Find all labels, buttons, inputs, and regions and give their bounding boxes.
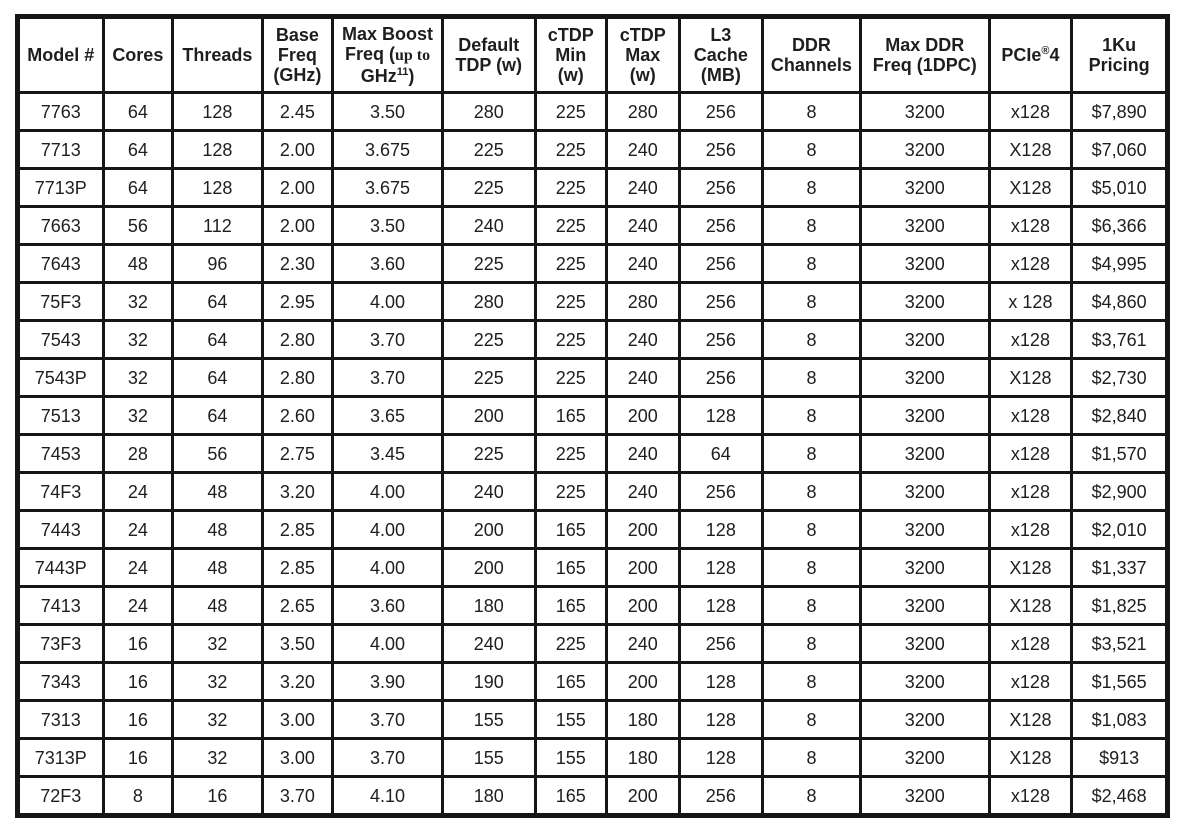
cell-threads: 64 [173,397,263,435]
cell-ctdp_max: 200 [607,549,680,587]
cell-pricing: $913 [1072,739,1168,777]
cell-base_freq: 3.20 [262,473,332,511]
cell-pricing: $1,570 [1072,435,1168,473]
cell-pricing: $2,730 [1072,359,1168,397]
cell-default_tdp: 240 [442,473,535,511]
cell-ctdp_max: 200 [607,587,680,625]
cell-model: 7543P [18,359,104,397]
column-header-model: Model # [18,17,104,93]
cell-max_ddr_freq: 3200 [860,625,989,663]
column-header-ctdp_max: cTDP Max (w) [607,17,680,93]
cell-ddr_channels: 8 [763,93,861,131]
cell-pricing: $2,840 [1072,397,1168,435]
cell-model: 7713 [18,131,104,169]
cell-ctdp_max: 200 [607,511,680,549]
cell-model: 7443P [18,549,104,587]
cell-threads: 32 [173,663,263,701]
cell-ctdp_min: 225 [535,131,606,169]
cell-max_boost: 4.00 [333,473,443,511]
cell-ctdp_max: 180 [607,739,680,777]
cell-default_tdp: 180 [442,777,535,816]
cell-ddr_channels: 8 [763,397,861,435]
cell-pricing: $1,825 [1072,587,1168,625]
cell-default_tdp: 240 [442,207,535,245]
cell-ctdp_max: 240 [607,321,680,359]
cell-ddr_channels: 8 [763,663,861,701]
cell-base_freq: 2.00 [262,169,332,207]
cell-max_boost: 3.90 [333,663,443,701]
cell-max_ddr_freq: 3200 [860,739,989,777]
cell-l3_cache: 256 [679,625,763,663]
cell-l3_cache: 256 [679,283,763,321]
cell-threads: 48 [173,511,263,549]
cell-ctdp_max: 200 [607,663,680,701]
cell-pcie: X128 [989,701,1072,739]
cell-max_boost: 4.00 [333,511,443,549]
cell-pcie: x128 [989,93,1072,131]
cell-base_freq: 2.00 [262,131,332,169]
cell-pcie: x128 [989,625,1072,663]
cell-pricing: $3,521 [1072,625,1168,663]
cell-max_ddr_freq: 3200 [860,283,989,321]
cell-l3_cache: 128 [679,397,763,435]
cell-model: 7313P [18,739,104,777]
cell-max_boost: 4.00 [333,625,443,663]
cell-ddr_channels: 8 [763,549,861,587]
table-row [18,587,1168,625]
cell-ctdp_min: 225 [535,473,606,511]
cell-pcie: X128 [989,169,1072,207]
cell-l3_cache: 128 [679,511,763,549]
cell-cores: 24 [103,511,172,549]
cell-pricing: $6,366 [1072,207,1168,245]
cell-ddr_channels: 8 [763,321,861,359]
cell-pcie: x128 [989,663,1072,701]
table-row [18,701,1168,739]
cell-pcie: X128 [989,131,1072,169]
cell-max_boost: 3.60 [333,587,443,625]
cell-ctdp_min: 225 [535,435,606,473]
cell-l3_cache: 256 [679,207,763,245]
cell-default_tdp: 200 [442,549,535,587]
cell-max_ddr_freq: 3200 [860,93,989,131]
cell-pricing: $1,565 [1072,663,1168,701]
cell-base_freq: 2.75 [262,435,332,473]
cell-threads: 32 [173,739,263,777]
cell-ddr_channels: 8 [763,625,861,663]
cell-max_ddr_freq: 3200 [860,435,989,473]
column-header-ddr_channels: DDR Channels [763,17,861,93]
cell-default_tdp: 225 [442,435,535,473]
cell-ddr_channels: 8 [763,739,861,777]
cell-l3_cache: 256 [679,777,763,816]
cell-pricing: $2,468 [1072,777,1168,816]
cell-ctdp_max: 240 [607,473,680,511]
table-row [18,245,1168,283]
cell-threads: 128 [173,131,263,169]
cell-pricing: $4,860 [1072,283,1168,321]
cell-l3_cache: 128 [679,549,763,587]
cell-pricing: $1,337 [1072,549,1168,587]
cell-max_ddr_freq: 3200 [860,245,989,283]
table-row [18,549,1168,587]
table-row [18,473,1168,511]
table-row [18,777,1168,816]
cell-l3_cache: 128 [679,587,763,625]
cell-max_ddr_freq: 3200 [860,359,989,397]
cell-max_boost: 3.675 [333,169,443,207]
column-header-pricing: 1Ku Pricing [1072,17,1168,93]
cell-ctdp_min: 225 [535,169,606,207]
cell-ctdp_max: 240 [607,169,680,207]
cell-l3_cache: 256 [679,359,763,397]
cell-pcie: x128 [989,473,1072,511]
cell-pcie: X128 [989,549,1072,587]
cell-cores: 24 [103,549,172,587]
column-header-max_boost: Max Boost Freq (up to GHz$^{11}$) [333,17,443,93]
cell-threads: 96 [173,245,263,283]
cell-threads: 64 [173,359,263,397]
cell-cores: 32 [103,359,172,397]
cell-cores: 56 [103,207,172,245]
cell-ctdp_max: 200 [607,777,680,816]
cell-threads: 64 [173,283,263,321]
cell-pcie: x128 [989,435,1072,473]
cell-l3_cache: 128 [679,663,763,701]
cell-base_freq: 2.60 [262,397,332,435]
cell-default_tdp: 155 [442,739,535,777]
cell-ctdp_min: 225 [535,207,606,245]
cell-l3_cache: 256 [679,321,763,359]
cell-threads: 64 [173,321,263,359]
cell-ctdp_min: 225 [535,245,606,283]
cell-default_tdp: 190 [442,663,535,701]
cell-pcie: x128 [989,245,1072,283]
cell-cores: 16 [103,739,172,777]
cell-max_boost: 3.70 [333,321,443,359]
cell-model: 7663 [18,207,104,245]
cell-ctdp_min: 165 [535,511,606,549]
cell-ddr_channels: 8 [763,511,861,549]
cell-ctdp_min: 225 [535,93,606,131]
cell-threads: 112 [173,207,263,245]
cell-ctdp_min: 165 [535,663,606,701]
cell-max_ddr_freq: 3200 [860,511,989,549]
cell-default_tdp: 155 [442,701,535,739]
cell-cores: 16 [103,625,172,663]
table-body [18,93,1168,816]
table-row [18,397,1168,435]
column-header-default_tdp: Default TDP (w) [442,17,535,93]
cell-pcie: X128 [989,359,1072,397]
cell-pcie: x128 [989,321,1072,359]
cell-ctdp_max: 240 [607,131,680,169]
table-row [18,359,1168,397]
cell-max_boost: 4.10 [333,777,443,816]
table-row [18,511,1168,549]
cell-max_boost: 3.70 [333,739,443,777]
cell-pcie: x 128 [989,283,1072,321]
cell-ctdp_min: 225 [535,283,606,321]
cell-base_freq: 2.00 [262,207,332,245]
cell-model: 73F3 [18,625,104,663]
cell-ddr_channels: 8 [763,473,861,511]
cell-base_freq: 3.70 [262,777,332,816]
cell-cores: 32 [103,397,172,435]
cell-max_ddr_freq: 3200 [860,321,989,359]
table-row [18,739,1168,777]
cell-threads: 56 [173,435,263,473]
cell-default_tdp: 225 [442,359,535,397]
cell-l3_cache: 64 [679,435,763,473]
cell-cores: 48 [103,245,172,283]
cell-model: 7453 [18,435,104,473]
cell-base_freq: 2.80 [262,321,332,359]
cell-default_tdp: 280 [442,93,535,131]
table-row [18,93,1168,131]
cell-max_boost: 4.00 [333,283,443,321]
cell-base_freq: 2.80 [262,359,332,397]
cell-cores: 32 [103,283,172,321]
cell-pricing: $5,010 [1072,169,1168,207]
cell-max_boost: 3.60 [333,245,443,283]
cell-threads: 128 [173,93,263,131]
column-header-base_freq: Base Freq (GHz) [262,17,332,93]
cell-cores: 64 [103,131,172,169]
table-row [18,625,1168,663]
cell-cores: 24 [103,587,172,625]
cell-model: 7763 [18,93,104,131]
cell-default_tdp: 225 [442,321,535,359]
cell-cores: 64 [103,93,172,131]
cell-default_tdp: 225 [442,131,535,169]
cell-max_boost: 3.45 [333,435,443,473]
cell-max_ddr_freq: 3200 [860,397,989,435]
cell-base_freq: 3.20 [262,663,332,701]
cell-max_boost: 3.70 [333,701,443,739]
cell-pricing: $2,900 [1072,473,1168,511]
cpu-spec-table [15,14,1170,818]
cell-ddr_channels: 8 [763,701,861,739]
cell-model: 7713P [18,169,104,207]
cell-base_freq: 2.45 [262,93,332,131]
cell-model: 72F3 [18,777,104,816]
table-row [18,131,1168,169]
cell-default_tdp: 200 [442,511,535,549]
cell-cores: 32 [103,321,172,359]
table-row [18,283,1168,321]
column-header-threads: Threads [173,17,263,93]
cell-ctdp_max: 240 [607,625,680,663]
cell-cores: 28 [103,435,172,473]
cell-max_boost: 3.50 [333,93,443,131]
table-row [18,663,1168,701]
table-header [18,17,1168,93]
cell-default_tdp: 225 [442,169,535,207]
cell-default_tdp: 180 [442,587,535,625]
cell-ddr_channels: 8 [763,359,861,397]
cell-cores: 16 [103,663,172,701]
cell-max_boost: 3.65 [333,397,443,435]
cell-ctdp_min: 155 [535,701,606,739]
cell-ctdp_min: 225 [535,321,606,359]
cell-cores: 16 [103,701,172,739]
cell-ctdp_min: 225 [535,359,606,397]
cell-base_freq: 3.00 [262,739,332,777]
cell-pcie: x128 [989,777,1072,816]
cell-ddr_channels: 8 [763,435,861,473]
cell-model: 75F3 [18,283,104,321]
cell-default_tdp: 280 [442,283,535,321]
cell-ctdp_max: 240 [607,245,680,283]
cell-max_ddr_freq: 3200 [860,663,989,701]
cell-model: 7343 [18,663,104,701]
cell-cores: 64 [103,169,172,207]
cell-model: 7543 [18,321,104,359]
cell-ddr_channels: 8 [763,131,861,169]
cell-ddr_channels: 8 [763,587,861,625]
cell-max_boost: 3.50 [333,207,443,245]
cell-threads: 48 [173,587,263,625]
cell-base_freq: 2.95 [262,283,332,321]
cell-l3_cache: 256 [679,93,763,131]
cell-ddr_channels: 8 [763,169,861,207]
cell-model: 7643 [18,245,104,283]
table-row [18,321,1168,359]
cell-pcie: x128 [989,397,1072,435]
cell-max_boost: 4.00 [333,549,443,587]
cell-base_freq: 2.85 [262,511,332,549]
cell-threads: 32 [173,701,263,739]
cell-pricing: $3,761 [1072,321,1168,359]
cell-base_freq: 2.85 [262,549,332,587]
cell-ctdp_min: 155 [535,739,606,777]
cell-default_tdp: 240 [442,625,535,663]
cell-l3_cache: 256 [679,473,763,511]
cell-pricing: $4,995 [1072,245,1168,283]
cell-model: 7413 [18,587,104,625]
column-header-pcie: PCIe®4 [989,17,1072,93]
cell-max_ddr_freq: 3200 [860,131,989,169]
column-header-ctdp_min: cTDP Min (w) [535,17,606,93]
cell-ctdp_min: 165 [535,587,606,625]
cell-l3_cache: 128 [679,701,763,739]
cell-pricing: $7,890 [1072,93,1168,131]
cell-l3_cache: 256 [679,131,763,169]
cell-l3_cache: 256 [679,169,763,207]
cell-model: 7443 [18,511,104,549]
cell-ctdp_min: 225 [535,625,606,663]
cell-threads: 128 [173,169,263,207]
cell-max_ddr_freq: 3200 [860,473,989,511]
cell-threads: 32 [173,625,263,663]
cell-max_boost: 3.70 [333,359,443,397]
cell-threads: 16 [173,777,263,816]
cell-max_ddr_freq: 3200 [860,169,989,207]
cell-ctdp_max: 180 [607,701,680,739]
cell-pcie: x128 [989,207,1072,245]
cell-default_tdp: 225 [442,245,535,283]
cell-ctdp_max: 200 [607,397,680,435]
cell-pcie: X128 [989,587,1072,625]
cell-l3_cache: 256 [679,245,763,283]
cell-ctdp_min: 165 [535,777,606,816]
cell-ctdp_max: 240 [607,207,680,245]
cell-ddr_channels: 8 [763,245,861,283]
cell-model: 74F3 [18,473,104,511]
cell-max_ddr_freq: 3200 [860,549,989,587]
column-header-max_ddr_freq: Max DDR Freq (1DPC) [860,17,989,93]
cell-ddr_channels: 8 [763,207,861,245]
cell-pcie: X128 [989,739,1072,777]
table-row [18,169,1168,207]
cell-ctdp_max: 280 [607,93,680,131]
cell-ctdp_max: 240 [607,435,680,473]
cell-ddr_channels: 8 [763,777,861,816]
table-row [18,435,1168,473]
cell-max_ddr_freq: 3200 [860,777,989,816]
cell-ctdp_max: 240 [607,359,680,397]
cell-pricing: $2,010 [1072,511,1168,549]
cell-max_boost: 3.675 [333,131,443,169]
cell-threads: 48 [173,549,263,587]
cell-pricing: $1,083 [1072,701,1168,739]
table-header-row [18,17,1168,93]
cell-base_freq: 2.65 [262,587,332,625]
cell-model: 7513 [18,397,104,435]
cell-model: 7313 [18,701,104,739]
column-header-l3_cache: L3 Cache (MB) [679,17,763,93]
cell-default_tdp: 200 [442,397,535,435]
cell-max_ddr_freq: 3200 [860,701,989,739]
cell-threads: 48 [173,473,263,511]
cell-base_freq: 2.30 [262,245,332,283]
cell-ctdp_min: 165 [535,549,606,587]
cell-ctdp_min: 165 [535,397,606,435]
cell-pricing: $7,060 [1072,131,1168,169]
table-row [18,207,1168,245]
cell-ctdp_max: 280 [607,283,680,321]
cell-ddr_channels: 8 [763,283,861,321]
cell-max_ddr_freq: 3200 [860,207,989,245]
cell-pcie: x128 [989,511,1072,549]
column-header-cores: Cores [103,17,172,93]
cell-cores: 8 [103,777,172,816]
cell-cores: 24 [103,473,172,511]
cell-l3_cache: 128 [679,739,763,777]
cell-base_freq: 3.00 [262,701,332,739]
cell-base_freq: 3.50 [262,625,332,663]
cell-max_ddr_freq: 3200 [860,587,989,625]
